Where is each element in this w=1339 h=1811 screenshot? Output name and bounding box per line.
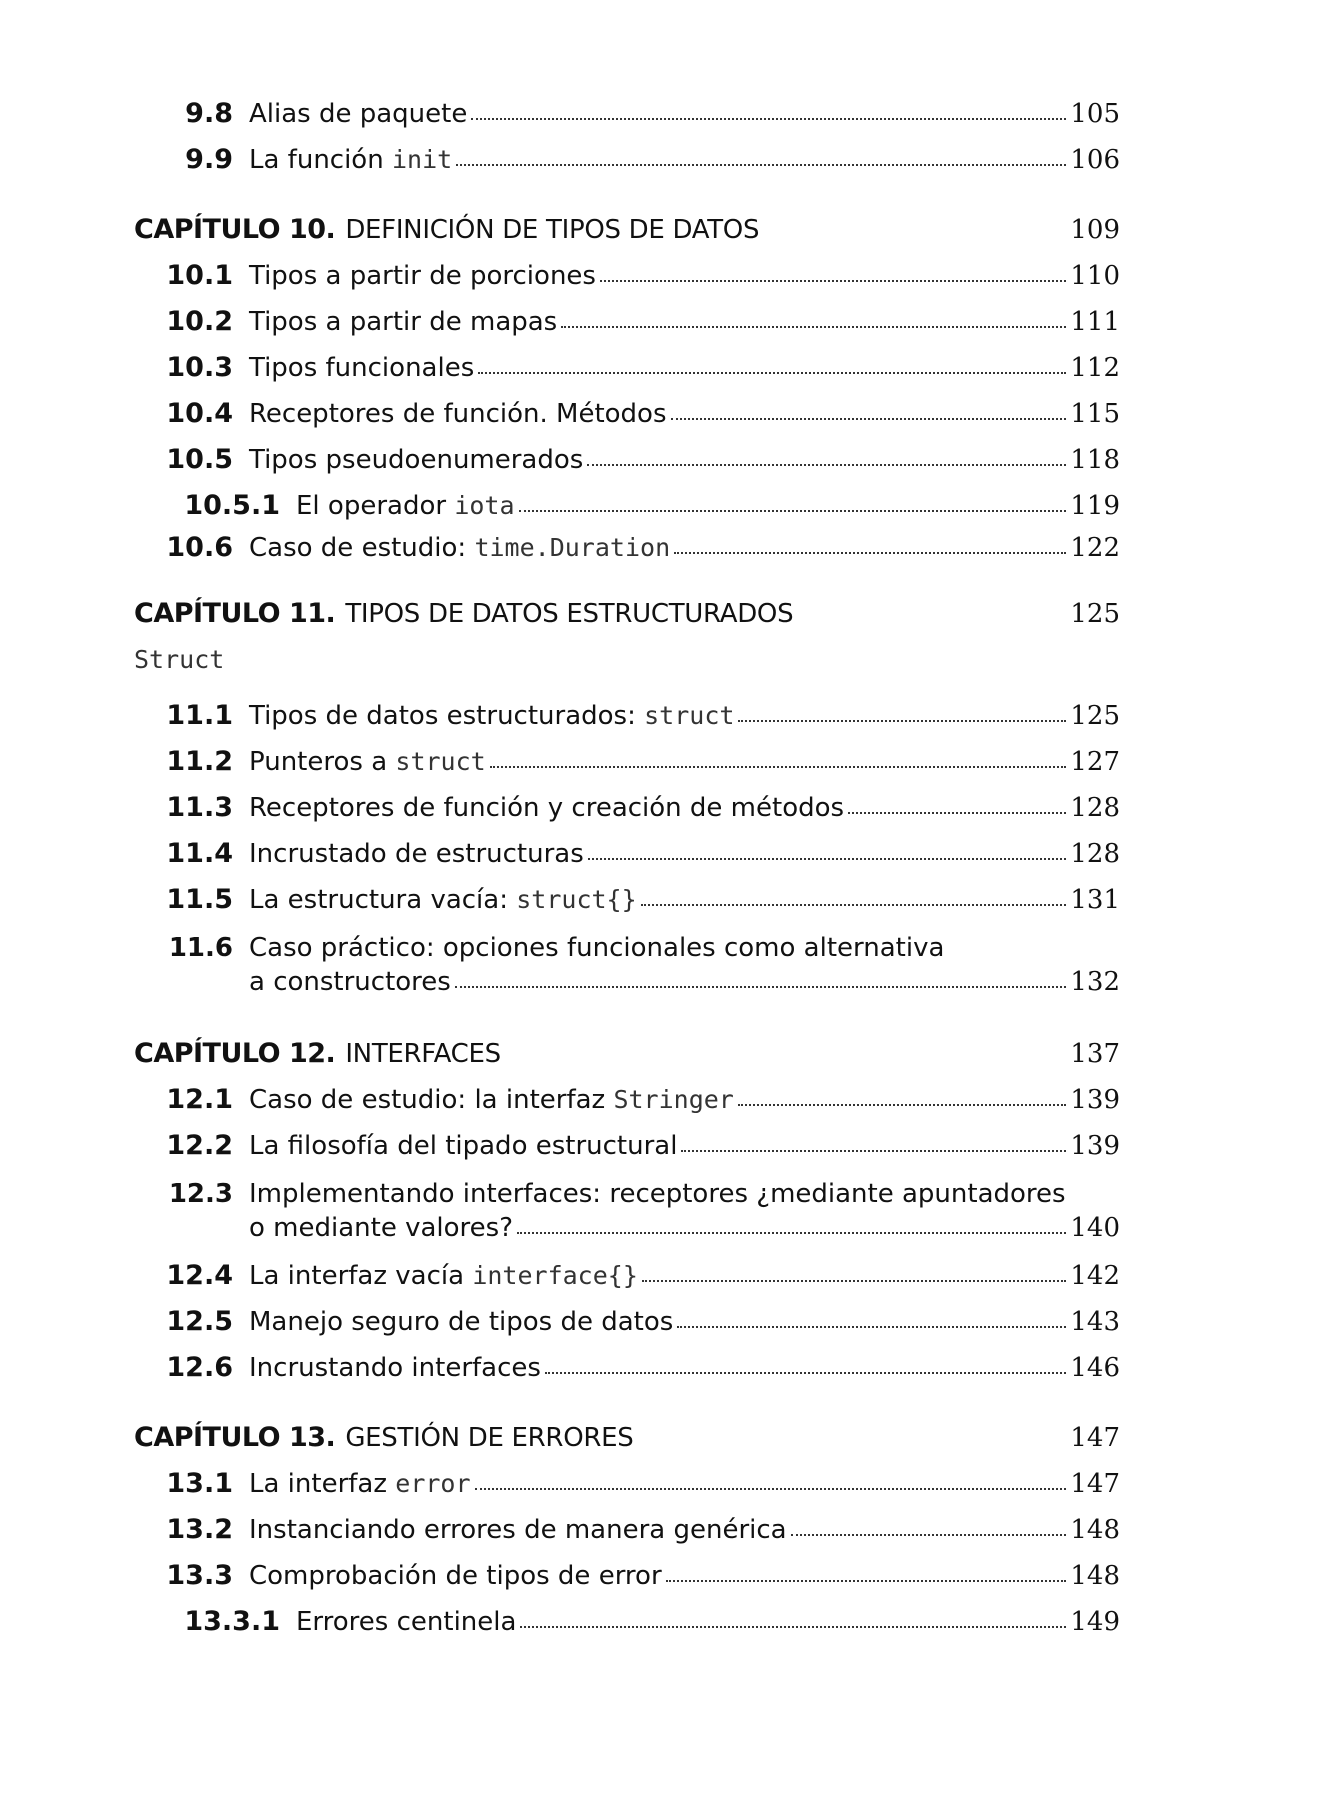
entry-code: struct{}: [516, 885, 637, 914]
entry-number: 10.1: [166, 260, 233, 291]
entry-number: 10.3: [166, 352, 233, 383]
entry-title: [249, 697, 734, 735]
entry-number: 12.5: [166, 1306, 233, 1337]
dot-leader: [520, 1625, 1066, 1628]
entry-number: 12.6: [166, 1352, 233, 1383]
entry-number: 11.1: [166, 700, 233, 731]
chapter-heading[interactable]: [134, 595, 1120, 641]
dot-leader: [519, 509, 1066, 512]
entry-title: [249, 1257, 638, 1295]
toc-subentry[interactable]: [154, 487, 1120, 529]
entry-number: 13.3.1: [184, 1606, 280, 1637]
entry-number: 12.3: [168, 1179, 233, 1209]
entry-code: error: [395, 1469, 471, 1498]
entry-page: 140: [1070, 1213, 1120, 1243]
chapter-label: CAPÍTULO 13.: [134, 1422, 336, 1453]
entry-title-text: La estructura vacía:: [249, 885, 517, 915]
dot-leader: [471, 117, 1066, 120]
entry-page: 148: [1070, 1561, 1120, 1591]
dot-leader: [738, 719, 1066, 722]
entry-title-text: El operador: [296, 491, 455, 521]
entry-number: 11.3: [166, 792, 233, 823]
entry-title: Instanciando errores de manera genérica: [249, 1515, 787, 1545]
entry-title: [249, 141, 452, 179]
entry-title: Tipos a partir de mapas: [249, 307, 558, 337]
toc-entry[interactable]: [154, 1465, 1120, 1511]
entry-title-text: La interfaz: [249, 1469, 396, 1499]
dot-leader: [641, 903, 1066, 906]
dot-leader: [455, 985, 1066, 988]
entry-page: 110: [1070, 261, 1120, 291]
chapter-page: 137: [1070, 1039, 1120, 1069]
entry-number: 10.4: [166, 398, 233, 429]
dot-leader: [588, 857, 1066, 860]
toc-entry[interactable]: [154, 1349, 1120, 1395]
entry-title: Tipos a partir de porciones: [249, 261, 596, 291]
dot-leader: [674, 551, 1066, 554]
toc-entry[interactable]: [154, 789, 1120, 835]
entry-number: 10.6: [166, 532, 233, 563]
entry-page: 143: [1070, 1307, 1120, 1337]
chapter-page: 109: [1070, 215, 1120, 245]
entry-title: Comprobación de tipos de error: [249, 1561, 662, 1591]
entry-page: 125: [1070, 701, 1120, 731]
entry-page: 115: [1070, 399, 1120, 429]
entry-page: 128: [1070, 839, 1120, 869]
entry-page: 146: [1070, 1353, 1120, 1383]
toc-entry[interactable]: [154, 1127, 1120, 1173]
chapter-label: CAPÍTULO 10.: [134, 214, 336, 245]
toc-entry[interactable]: [154, 835, 1120, 881]
entry-title: La filosofía del tipado estructural: [249, 1131, 678, 1161]
chapter-title: DEFINICIÓN DE TIPOS DE DATOS: [345, 215, 760, 245]
entry-title-line2: a constructores: [249, 967, 451, 997]
dot-leader: [517, 1231, 1066, 1234]
entry-title: [249, 1081, 734, 1119]
dot-leader: [738, 1103, 1066, 1106]
toc-subentry[interactable]: [154, 1603, 1120, 1649]
entry-title-line2: o mediante valores?: [249, 1213, 513, 1243]
entry-title-text: Caso de estudio: la interfaz: [249, 1085, 614, 1115]
dot-leader: [681, 1149, 1066, 1152]
entry-title: Errores centinela: [296, 1607, 517, 1637]
entry-page: 106: [1070, 145, 1120, 175]
entry-page: 139: [1070, 1085, 1120, 1115]
entry-page: 142: [1070, 1261, 1120, 1291]
chapter-heading[interactable]: [134, 211, 1120, 257]
entry-title: Receptores de función y creación de métodos: [249, 793, 845, 823]
entry-page: 111: [1070, 307, 1120, 337]
chapter-title: INTERFACES: [345, 1039, 501, 1069]
entry-page: 149: [1070, 1607, 1120, 1637]
toc-entry[interactable]: [154, 303, 1120, 349]
toc-entry-multiline[interactable]: [154, 931, 1120, 1011]
toc-entry[interactable]: [154, 1303, 1120, 1349]
dot-leader: [587, 463, 1066, 466]
dot-leader: [677, 1325, 1066, 1328]
entry-page: 131: [1070, 885, 1120, 915]
dot-leader: [642, 1279, 1066, 1282]
entry-title: Manejo seguro de tipos de datos: [249, 1307, 674, 1337]
entry-title: Tipos funcionales: [249, 353, 475, 383]
chapter-label: CAPÍTULO 12.: [134, 1038, 336, 1069]
entry-title-text: Tipos de datos estructurados:: [249, 701, 645, 731]
entry-number: 11.6: [168, 933, 233, 963]
dot-leader: [671, 417, 1066, 420]
toc-entry[interactable]: [154, 697, 1120, 743]
entry-code: time.Duration: [474, 533, 671, 562]
table-of-contents: [134, 95, 1120, 1649]
dot-leader: [478, 371, 1066, 374]
entry-page: 127: [1070, 747, 1120, 777]
entry-code: init: [391, 145, 453, 174]
entry-number: 12.2: [166, 1130, 233, 1161]
entry-code: interface{}: [472, 1261, 638, 1290]
dot-leader: [456, 163, 1066, 166]
entry-title: Alias de paquete: [249, 99, 468, 129]
toc-entry[interactable]: [154, 1081, 1120, 1127]
chapter-title: GESTIÓN DE ERRORES: [345, 1423, 634, 1453]
entry-number: 12.4: [166, 1260, 233, 1291]
chapter-page: 125: [1070, 599, 1120, 629]
entry-number: 9.8: [185, 98, 233, 129]
entry-page: 147: [1070, 1469, 1120, 1499]
entry-page: 132: [1070, 967, 1120, 997]
entry-number: 9.9: [185, 144, 233, 175]
entry-title-line1: Implementando interfaces: receptores ¿mediante apuntadores: [249, 1179, 1066, 1209]
dot-leader: [600, 279, 1066, 282]
chapter-heading[interactable]: [134, 1035, 1120, 1081]
dot-leader: [848, 811, 1066, 814]
entry-title: [249, 529, 670, 567]
toc-entry[interactable]: [154, 141, 1120, 187]
toc-entry[interactable]: [154, 1511, 1120, 1557]
entry-page: 112: [1070, 353, 1120, 383]
entry-title: Incrustado de estructuras: [249, 839, 584, 869]
chapter-page: 147: [1070, 1423, 1120, 1453]
dot-leader: [475, 1487, 1066, 1490]
entry-title-text: Caso de estudio:: [249, 533, 475, 563]
toc-entry[interactable]: [154, 395, 1120, 441]
entry-number: 11.4: [166, 838, 233, 869]
toc-entry[interactable]: [154, 441, 1120, 487]
toc-entry[interactable]: [154, 1557, 1120, 1603]
entry-page: 105: [1070, 99, 1120, 129]
entry-number: 13.3: [166, 1560, 233, 1591]
entry-title-text: La interfaz vacía: [249, 1261, 473, 1291]
entry-page: 119: [1070, 491, 1120, 521]
entry-code: struct: [395, 747, 486, 776]
entry-title: [249, 1465, 471, 1503]
entry-code: iota: [454, 491, 515, 520]
entry-number: 11.2: [166, 746, 233, 777]
chapter-label: CAPÍTULO 11.: [134, 598, 336, 629]
entry-page: 118: [1070, 445, 1120, 475]
chapter-heading[interactable]: [134, 1419, 1120, 1465]
entry-code: Stringer: [613, 1085, 734, 1114]
entry-page: 128: [1070, 793, 1120, 823]
chapter-title: TIPOS DE DATOS ESTRUCTURADOS: [345, 599, 794, 629]
entry-title-line1: Caso práctico: opciones funcionales como alternativa: [249, 933, 945, 963]
dot-leader: [666, 1579, 1066, 1582]
toc-entry[interactable]: [154, 881, 1120, 927]
entry-title: [249, 881, 637, 919]
dot-leader: [791, 1533, 1066, 1536]
toc-entry[interactable]: [154, 529, 1120, 571]
dot-leader: [561, 325, 1066, 328]
toc-entry[interactable]: [154, 257, 1120, 303]
entry-number: 10.2: [166, 306, 233, 337]
entry-title: [296, 487, 515, 525]
toc-entry[interactable]: [154, 743, 1120, 789]
dot-leader: [490, 765, 1066, 768]
chapter-subtitle: Struct: [134, 645, 225, 674]
dot-leader: [545, 1371, 1066, 1374]
entry-number: 11.5: [166, 884, 233, 915]
entry-title: Receptores de función. Métodos: [249, 399, 667, 429]
entry-title-text: La función: [249, 145, 392, 175]
entry-title-text: Punteros a: [249, 747, 396, 777]
entry-page: 148: [1070, 1515, 1120, 1545]
toc-entry[interactable]: [154, 1257, 1120, 1303]
entry-number: 13.1: [166, 1468, 233, 1499]
entry-title: Incrustando interfaces: [249, 1353, 541, 1383]
entry-number: 10.5: [166, 444, 233, 475]
toc-entry[interactable]: [154, 349, 1120, 395]
entry-title: Tipos pseudoenumerados: [249, 445, 584, 475]
entry-number: 10.5.1: [184, 490, 280, 521]
entry-number: 12.1: [166, 1084, 233, 1115]
toc-entry-multiline[interactable]: [154, 1177, 1120, 1257]
entry-code: struct: [644, 701, 735, 730]
toc-entry[interactable]: [154, 95, 1120, 141]
entry-page: 139: [1070, 1131, 1120, 1161]
entry-page: 122: [1070, 533, 1120, 563]
entry-title: [249, 743, 486, 781]
entry-number: 13.2: [166, 1514, 233, 1545]
